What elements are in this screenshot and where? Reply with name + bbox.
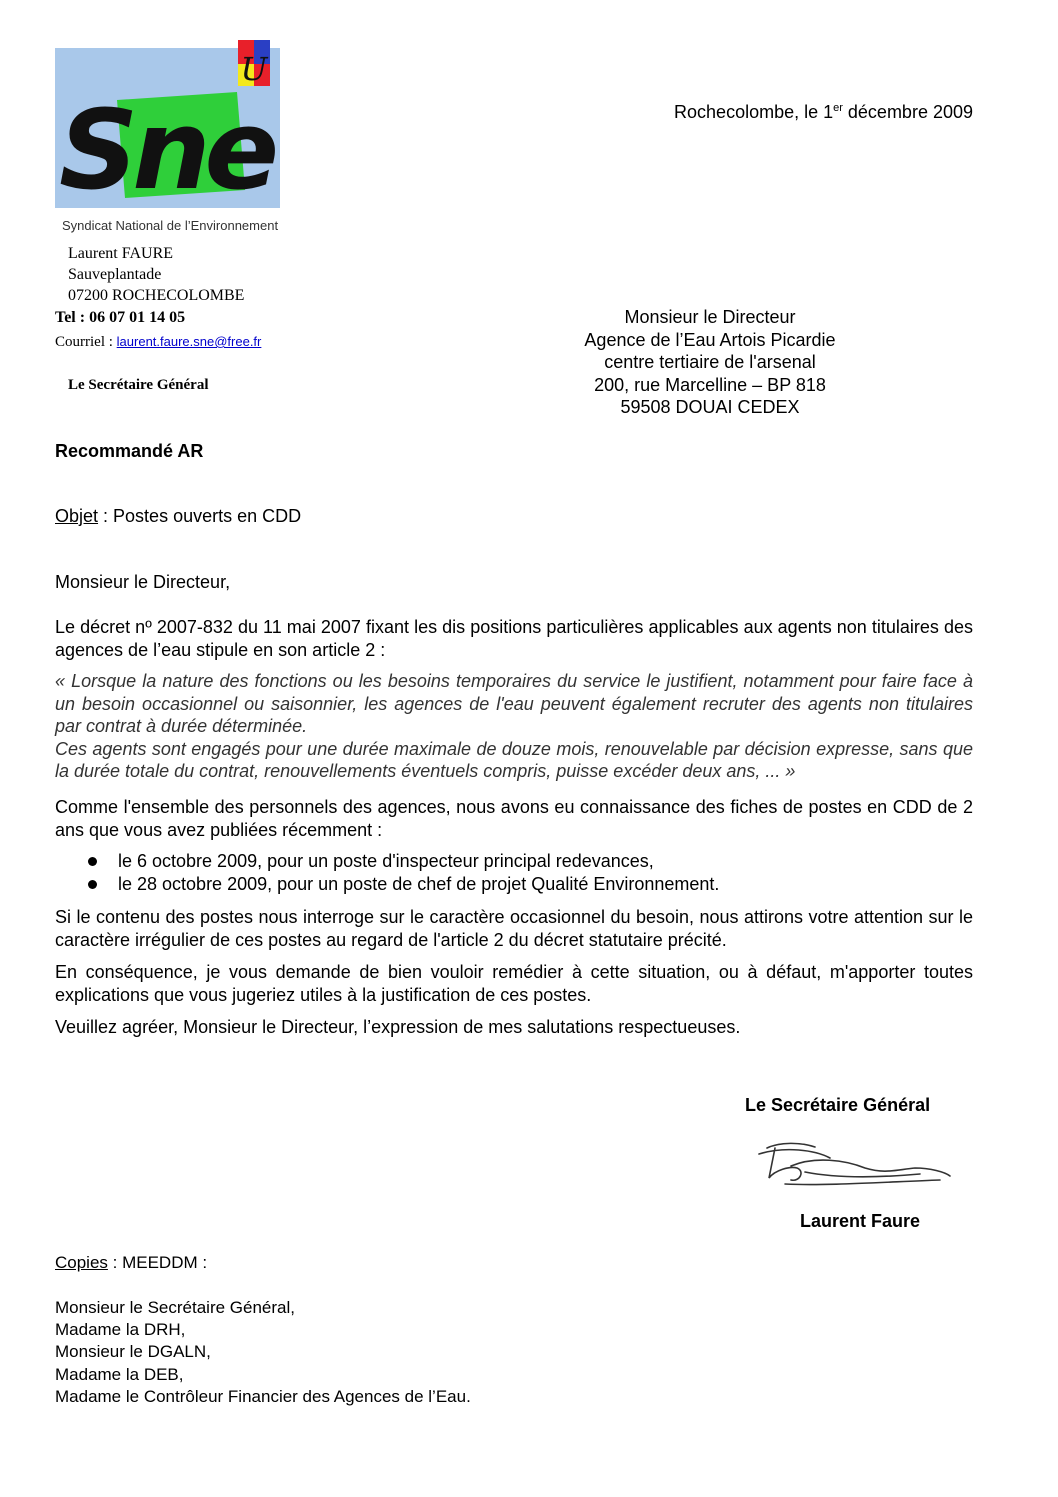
paragraph-decree: Le décret nº 2007-832 du 11 mai 2007 fixant les dis positions particulières applicables aux agents non titulaires des agences de l’eau stipule en son article 2 : <box>55 617 973 660</box>
copies-header-suffix: : MEEDDM : <box>107 1253 208 1272</box>
decree-quote <box>55 670 973 783</box>
recipient-line: 200, rue Marcelline – BP 818 <box>594 374 826 395</box>
copies-label: Copies <box>55 1253 108 1272</box>
signatory-name: Laurent Faure <box>800 1211 921 1231</box>
bullet-icon <box>88 857 97 866</box>
recipient-line: 59508 DOUAI CEDEX <box>620 397 800 417</box>
mention: Recommandé AR <box>55 441 204 461</box>
list-item: Madame la DEB, <box>55 1364 184 1384</box>
logo-wordmark: Sne <box>59 86 274 214</box>
sender-email-link[interactable]: laurent.faure.sne@free.fr <box>116 334 262 349</box>
paragraph-job-postings: Comme l'ensemble des personnels des agences, nous avons eu connaissance des fiches de postes en CDD de 2 ans que vous avez publiées récemment : <box>55 797 973 840</box>
salutation: Monsieur le Directeur, <box>55 572 231 592</box>
list-item: Madame la DRH, <box>55 1320 186 1340</box>
sender-name: Laurent FAURE <box>68 245 174 262</box>
closing-formula: Veuillez agréer, Monsieur le Directeur, l’expression de mes salutations respectueuses. <box>55 1017 741 1037</box>
recipient-line: centre tertiaire de l'arsenal <box>604 352 816 372</box>
recipient-line: Monsieur le Directeur <box>624 307 796 327</box>
recipient-address <box>560 306 860 419</box>
subject-label: Objet <box>55 506 99 526</box>
subject-text: : Postes ouverts en CDD <box>98 506 302 526</box>
paragraph-request: En conséquence, je vous demande de bien vouloir remédier à cette situation, ou à défaut, m'apporter toutes explications que vous jugeriez utiles à la justification de ces postes. <box>55 962 973 1005</box>
sender-email-line <box>55 331 261 353</box>
list-item: le 28 octobre 2009, pour un poste de chef de projet Qualité Environnement. <box>55 873 973 896</box>
handwritten-signature <box>745 1138 955 1198</box>
copies-header <box>55 1252 207 1275</box>
recipient-line: Agence de l’Eau Artois Picardie <box>584 329 836 350</box>
sne-logo <box>55 40 300 240</box>
list-item: le 6 octobre 2009, pour un poste d'inspecteur principal redevances, <box>55 850 973 873</box>
signatory-title: Le Secrétaire Général <box>745 1095 931 1115</box>
paragraph-irregularity: Si le contenu des postes nous interroge sur le caractère occasionnel du besoin, nous attirons votre attention sur le caractère irrégulier de ces postes au regard de l'article 2 du décret statutaire précité. <box>55 907 973 950</box>
copies-list <box>55 1297 471 1408</box>
subject <box>55 505 301 528</box>
sender-street: Sauveplantade <box>68 266 162 283</box>
postings-list <box>55 850 973 895</box>
sender-tel: Tel : 06 07 01 14 05 <box>55 309 186 326</box>
sender-city: 07200 ROCHECOLOMBE <box>68 287 245 304</box>
quote-part: « Lorsque la nature des fonctions ou les besoins temporaires du service le justifient, notamment pour faire face à un besoin occasionnel ou saisonnier, les agences de l'eau peuvent également recruter des agents non titulaires par contrat à durée déterminée. <box>55 671 973 736</box>
sender-role: Le Secrétaire Général <box>68 377 209 393</box>
list-item: Madame le Contrôleur Financier des Agences de l’Eau. <box>55 1386 471 1406</box>
sender-email-label: Courriel : <box>55 334 117 350</box>
logo-tagline: Syndicat National de l’Environnement <box>62 218 279 233</box>
list-item: Monsieur le DGALN, <box>55 1342 211 1362</box>
letter-date: Rochecolombe, le 1er décembre 2009 <box>674 102 973 122</box>
bullet-icon <box>88 880 97 889</box>
quote-part: Ces agents sont engagés pour une durée maximale de douze mois, renouvelable par décision expresse, sans que la durée totale du contrat, renouvellements éventuels compris, puisse excéder deux ans, ... » <box>55 738 973 781</box>
list-item: Monsieur le Secrétaire Général, <box>55 1298 296 1317</box>
logo-badge: U <box>240 50 268 88</box>
